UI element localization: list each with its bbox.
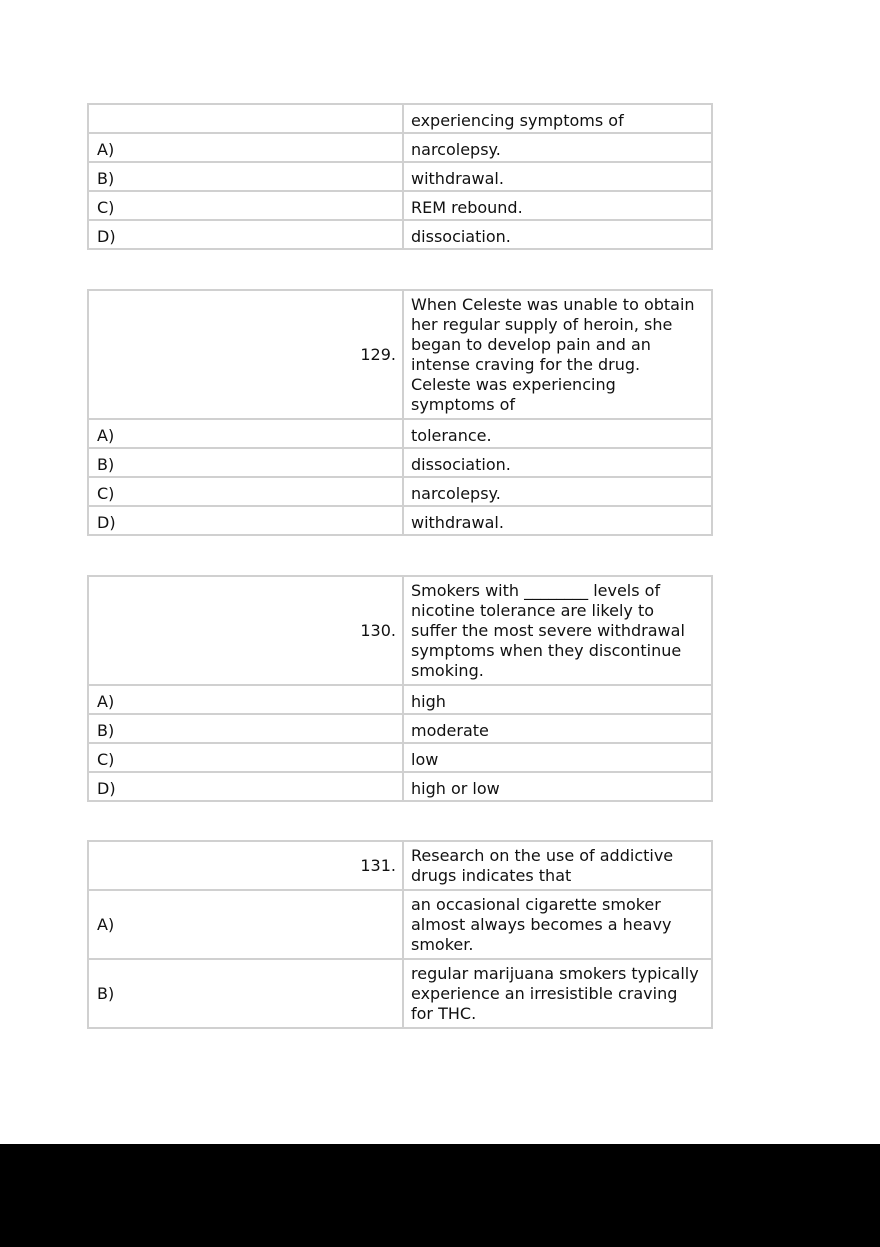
option-letter: C) [88, 191, 403, 220]
option-text: tolerance. [403, 419, 712, 448]
option-text: withdrawal. [403, 162, 712, 191]
option-row [88, 772, 712, 801]
question-number: 130. [88, 576, 403, 685]
question-number: 131. [88, 841, 403, 890]
question-stem-row [88, 841, 712, 890]
question-stem-row [88, 576, 712, 685]
option-letter: D) [88, 772, 403, 801]
option-text: moderate [403, 714, 712, 743]
question-table-131 [87, 840, 713, 1029]
option-text: dissociation. [403, 448, 712, 477]
question-table-130 [87, 575, 713, 802]
option-letter: D) [88, 506, 403, 535]
option-row [88, 685, 712, 714]
option-row [88, 220, 712, 249]
option-text: regular marijuana smokers typically experience an irresistible craving for THC. [403, 959, 712, 1028]
option-row [88, 448, 712, 477]
option-letter: B) [88, 448, 403, 477]
option-text: narcolepsy. [403, 133, 712, 162]
question-stem-row [88, 104, 712, 133]
option-text: REM rebound. [403, 191, 712, 220]
option-row [88, 133, 712, 162]
option-row [88, 162, 712, 191]
option-text: high or low [403, 772, 712, 801]
question-table-129 [87, 289, 713, 536]
option-letter: B) [88, 714, 403, 743]
option-letter: B) [88, 162, 403, 191]
option-row [88, 477, 712, 506]
option-row [88, 191, 712, 220]
option-row [88, 959, 712, 1028]
question-stem: experiencing symptoms of [403, 104, 712, 133]
question-stem-row [88, 290, 712, 419]
question-number [88, 104, 403, 133]
option-text: high [403, 685, 712, 714]
question-table-continued [87, 103, 713, 250]
option-text: dissociation. [403, 220, 712, 249]
question-stem: Smokers with ________ levels of nicotine tolerance are likely to suffer the most severe withdrawal symptoms when they discontinue smoking. [403, 576, 712, 685]
option-text: withdrawal. [403, 506, 712, 535]
question-stem: Research on the use of addictive drugs indicates that [403, 841, 712, 890]
option-row [88, 743, 712, 772]
option-text: narcolepsy. [403, 477, 712, 506]
option-letter: C) [88, 477, 403, 506]
option-letter: A) [88, 419, 403, 448]
question-number: 129. [88, 290, 403, 419]
option-text: an occasional cigarette smoker almost always becomes a heavy smoker. [403, 890, 712, 959]
option-letter: A) [88, 685, 403, 714]
option-row [88, 714, 712, 743]
option-row [88, 419, 712, 448]
option-row [88, 506, 712, 535]
question-stem: When Celeste was unable to obtain her regular supply of heroin, she began to develop pain and an intense craving for the drug. Celeste was experiencing symptoms of [403, 290, 712, 419]
option-letter: A) [88, 890, 403, 959]
option-letter: B) [88, 959, 403, 1028]
option-letter: D) [88, 220, 403, 249]
option-letter: C) [88, 743, 403, 772]
option-text: low [403, 743, 712, 772]
option-letter: A) [88, 133, 403, 162]
option-row [88, 890, 712, 959]
bottom-black-bar [0, 1144, 880, 1247]
